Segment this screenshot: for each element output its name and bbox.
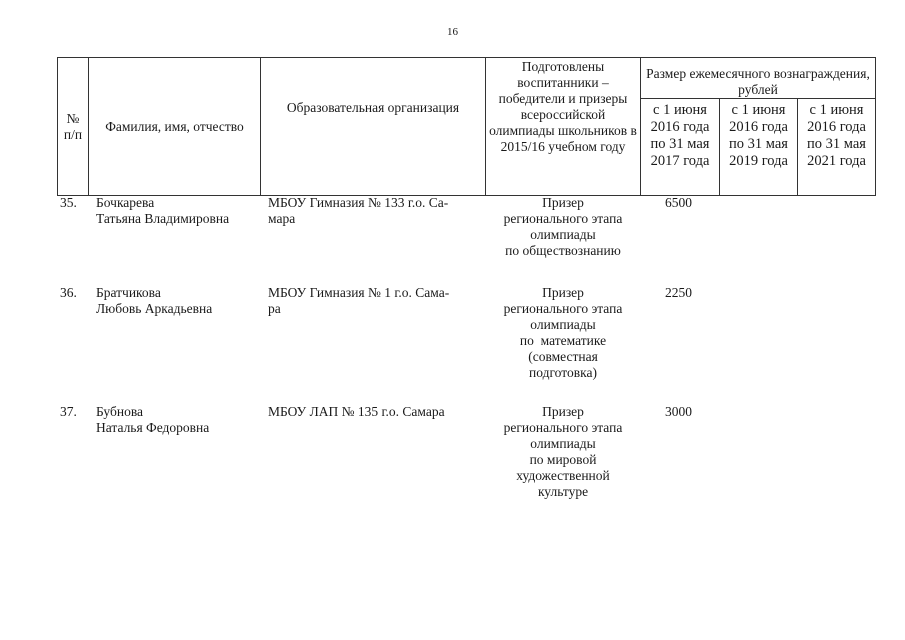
header-org: Образовательная организация — [261, 58, 486, 196]
given-name: Любовь Аркадьевна — [96, 301, 213, 316]
row-amount: 3000 — [665, 404, 692, 419]
achievement-line: регионального этапа — [503, 420, 623, 435]
achievement-line: олимпиады — [530, 317, 596, 332]
header-period-2: с 1 июня 2016 года по 31 мая 2019 года — [720, 99, 798, 196]
surname: Бочкарева — [96, 195, 155, 210]
surname: Братчикова — [96, 285, 161, 300]
header-prepared: Подготовлены воспитанники – победители и призеры всероссийской олимпиады школьников в 2015/16 учебном году — [486, 58, 641, 196]
row-achievement — [488, 285, 638, 381]
header-period-3: с 1 июня 2016 года по 31 мая 2021 года — [798, 99, 876, 196]
row-number: 37. — [60, 404, 77, 419]
achievement-line: (совместная — [528, 349, 598, 364]
org-line: мара — [268, 211, 296, 226]
row-achievement — [488, 195, 638, 259]
row-organization — [268, 285, 486, 317]
surname: Бубнова — [96, 404, 144, 419]
achievement-line: Призер — [542, 195, 584, 210]
page-number: 16 — [447, 26, 458, 38]
header-name: Фамилия, имя, отчество — [89, 58, 261, 196]
row-organization — [268, 404, 486, 420]
achievement-line: по мировой — [529, 452, 597, 467]
achievement-line: по обществознанию — [505, 243, 621, 258]
achievement-line: Призер — [542, 285, 584, 300]
org-line: МБОУ ЛАП № 135 г.о. Самара — [268, 404, 445, 419]
row-name — [96, 404, 261, 436]
row-achievement — [488, 404, 638, 500]
achievement-line: культуре — [537, 484, 589, 499]
achievement-line: по математике — [519, 333, 607, 348]
org-line: ра — [268, 301, 281, 316]
org-line: МБОУ Гимназия № 1 г.о. Сама- — [268, 285, 450, 300]
header-num: № п/п — [58, 58, 89, 196]
row-name — [96, 285, 261, 317]
header-reward: Размер ежемесячного вознаграждения, рублей — [641, 58, 876, 99]
achievement-line: художественной — [516, 468, 610, 483]
given-name: Наталья Федоровна — [96, 420, 210, 435]
row-amount: 2250 — [665, 285, 692, 300]
achievement-line: Призер — [542, 404, 584, 419]
row-number: 35. — [60, 195, 77, 210]
header-period-1: с 1 июня 2016 года по 31 мая 2017 года — [641, 99, 720, 196]
achievement-line: регионального этапа — [503, 301, 623, 316]
achievement-line: олимпиады — [530, 436, 596, 451]
table-header — [57, 57, 876, 196]
row-organization — [268, 195, 486, 227]
org-line: МБОУ Гимназия № 133 г.о. Са- — [268, 195, 449, 210]
row-number: 36. — [60, 285, 77, 300]
row-amount: 6500 — [665, 195, 692, 210]
achievement-line: регионального этапа — [503, 211, 623, 226]
achievement-line: подготовка) — [529, 365, 597, 380]
achievement-line: олимпиады — [530, 227, 596, 242]
row-name — [96, 195, 261, 227]
given-name: Татьяна Владимировна — [96, 211, 230, 226]
